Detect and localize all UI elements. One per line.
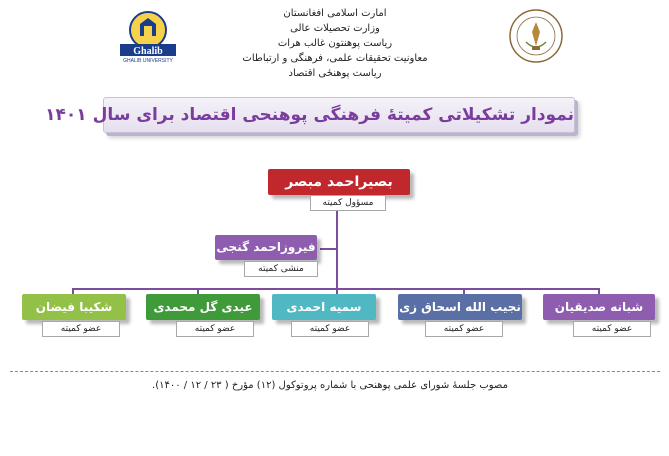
header-block bbox=[230, 6, 440, 81]
org-node-secretary-role: منشی کمیته bbox=[244, 261, 318, 277]
org-node-member: سمیه احمدی bbox=[272, 294, 376, 320]
org-node-head-role: مسؤول کمیته bbox=[310, 195, 386, 211]
footer-divider bbox=[10, 371, 660, 372]
header-line: ریاست پوهنتون غالب هرات bbox=[277, 38, 393, 49]
footer-approval-note: مصوب جلسهٔ شورای علمی پوهنحی با شماره پروتوکول (۱۲) مؤرخ ( ۲۳ / ۱۲ / ۱۴۰۰). bbox=[152, 380, 508, 391]
org-node-head: بصیراحمد مبصر bbox=[268, 169, 410, 195]
org-node-member-role: عضو کمیته bbox=[176, 321, 254, 337]
org-node-member: عیدی گل محمدی bbox=[146, 294, 260, 320]
header-line: معاونیت تحقیقات علمی، فرهنگی و ارتباطات bbox=[242, 53, 428, 64]
org-node-member: نجیب الله اسحاق زی bbox=[398, 294, 522, 320]
org-node-member-role: عضو کمیته bbox=[42, 321, 120, 337]
org-node-member-role: عضو کمیته bbox=[425, 321, 503, 337]
ghalib-logo-subtext: GHALIB UNIVERSITY bbox=[123, 58, 173, 64]
ghalib-university-logo bbox=[118, 8, 174, 64]
connector-secretary bbox=[320, 248, 338, 250]
header-line: امارت اسلامی افغانستان bbox=[283, 8, 387, 19]
ministry-seal-logo bbox=[508, 8, 564, 64]
org-node-member: شکیبا فیضان bbox=[22, 294, 126, 320]
chart-title: نمودار تشکیلاتی کمیتهٔ فرهنگی پوهنحی اقتصاد برای سال ۱۴۰۱ bbox=[103, 97, 575, 133]
org-node-member: شبانه صدیقیان bbox=[543, 294, 655, 320]
ghalib-logo-text: Ghalib bbox=[133, 46, 163, 57]
header-line: وزارت تحصیلات عالی bbox=[290, 23, 380, 34]
header-line: ریاست پوهنځی اقتصاد bbox=[288, 68, 382, 79]
connector-vertical-main bbox=[336, 200, 338, 290]
org-node-member-role: عضو کمیته bbox=[291, 321, 369, 337]
org-node-secretary: فیروزاحمد گنجی bbox=[215, 235, 317, 260]
org-node-member-role: عضو کمیته bbox=[573, 321, 651, 337]
